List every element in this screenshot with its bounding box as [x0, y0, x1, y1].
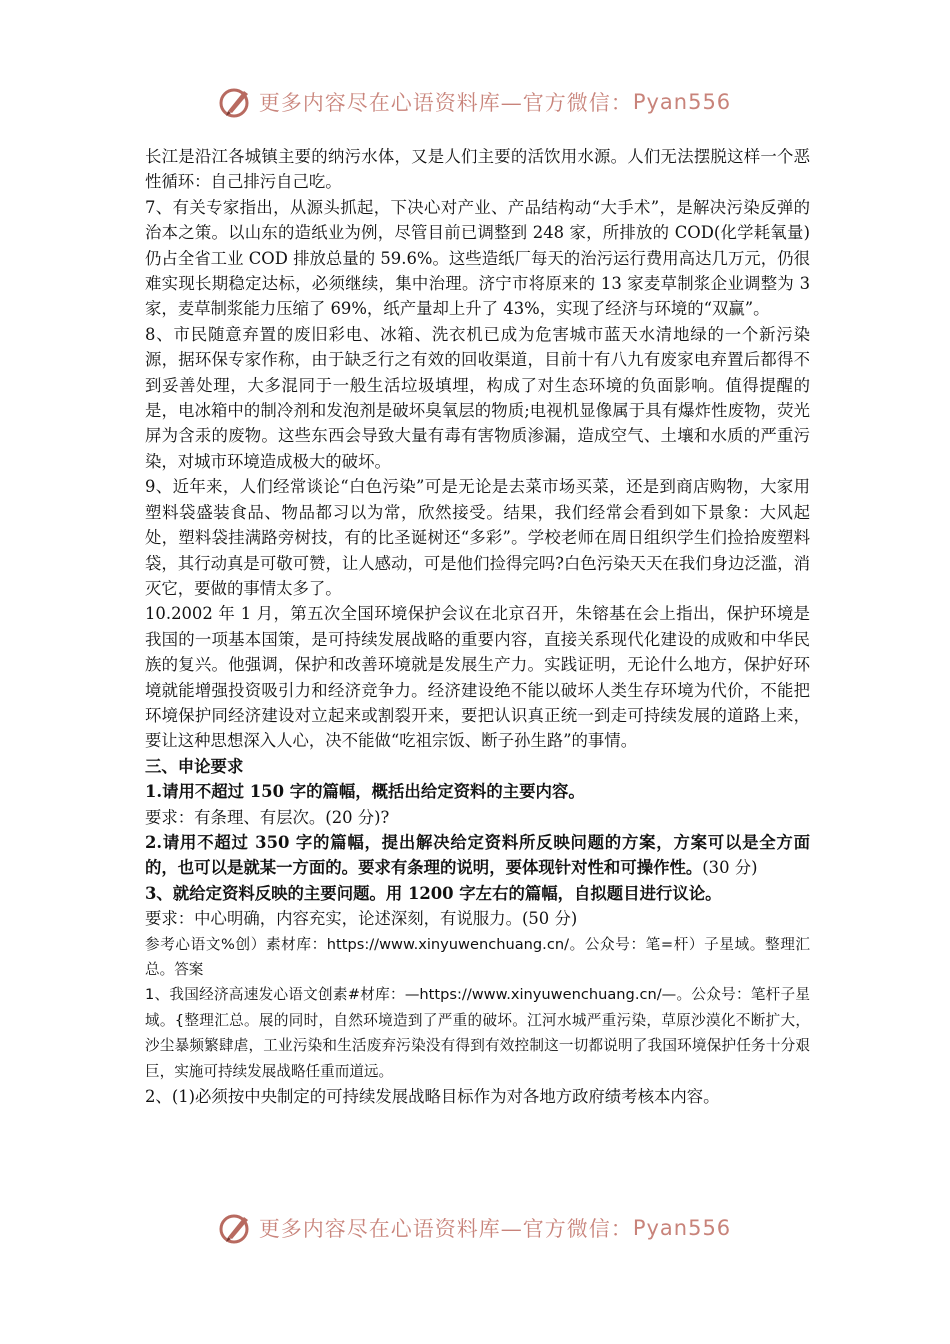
wechat-id: Pyan556	[632, 90, 732, 114]
question-3: 3、就给定资料反映的主要问题。用 1200 字左右的篇幅，自拟题目进行议论。	[145, 883, 722, 903]
watermark-banner-top	[0, 80, 950, 124]
watermark-text: 更多内容尽在心语资料库—官方微信：	[258, 91, 633, 115]
wechat-id-bottom: Pyan556	[632, 1216, 732, 1240]
question-2	[145, 830, 810, 881]
answer-intro: 参考心语文%创）素材库：https://www.xinyuwenchuang.cn/。公众号：笔=杆）子星域。整理汇总。答案	[145, 935, 810, 978]
paragraph-6-tail: 长江是沿江各城镇主要的纳污水体，又是人们主要的活饮用水源。人们无法摆脱这样一个恶性循环：自己排污自己吃。	[145, 147, 810, 192]
pen-logo-icon	[219, 1211, 253, 1245]
watermark-text-bottom: 更多内容尽在心语资料库—官方微信：	[258, 1217, 633, 1241]
paragraph-7: 7、有关专家指出，从源头抓起，下决心对产业、产品结构动“大手术”，是解决污染反弹的治本之策。以山东的造纸业为例，尽管目前已调整到 248 家，所排放的 COD(化学耗氧量)仍占全省工业 COD 排放总量的 59.6%。这些造纸厂每天的治污运行费用高达几万元，仍很难实现长期稳定达标，必须继续，集中治理。济宁市将原来的 13 家麦草制浆企业调整为 3 家，麦草制浆能力压缩了 69%，纸产量却上升了 43%，实现了经济与环境的“双赢”。	[145, 197, 810, 319]
watermark-banner-bottom	[0, 1206, 950, 1250]
question-2-text: 2.请用不超过 350 字的篇幅，提出解决给定资料所反映问题的方案，方案可以是全方面的，也可以是就某一方面的。要求有条理的说明，要体现针对性和可操作性。	[145, 832, 810, 878]
paragraph-9: 9、近年来，人们经常谈论“白色污染”可是无论是去菜市场买菜，还是到商店购物，大家用塑料袋盛装食品、物品都习以为常，欣然接受。结果，我们经常会看到如下景象：大风起处，塑料袋挂满路旁树技，有的比圣诞树还“多彩”。学校老师在周日组织学生们捡拾废塑料袋，其行动真是可敬可赞，让人感动，可是他们捡得完吗?白色污染天天在我们身边泛滥，消灭它，要做的事情太多了。	[145, 477, 810, 598]
question-3-requirement: 要求：中心明确，内容充实，论述深刻，有说服力。(50 分)	[145, 909, 578, 929]
document-body	[145, 144, 810, 1109]
answer-2: 2、(1)必须按中央制定的可持续发展战略目标作为对各地方政府绩考核本内容。	[145, 1087, 720, 1107]
answer-1: 1、我国经济高速发心语文创素#材库：—https://www.xinyuwenchuang.cn/—。公众号：笔杆子星域。{整理汇总。展的同时，自然环境造到了严重的破坏。江河水城严重污染，草原沙漠化不断扩大，沙尘暴频繁肆虐，工业污染和生活废弃污染没有得到有效控制这一切都说明了我国环境保护任务十分艰巨，实施可持续发展战略任重而道远。	[145, 986, 810, 1080]
paragraph-10: 10.2002 年 1 月，第五次全国环境保护会议在北京召开，朱镕基在会上指出，保护环境是我国的一项基本国策，是可持续发展战略的重要内容，直接关系现代化建设的成败和中华民族的复兴。他强调，保护和改善环境就是发展生产力。实践证明，无论什么地方，保护好环境就能增强投资吸引力和经济竞争力。经济建设绝不能以破坏人类生存环境为代价，不能把环境保护同经济建设对立起来或割裂开来，要把认识真正统一到走可持续发展的道路上来，要让这种思想深入人心，决不能做“吃祖宗饭、断子孙生路”的事情。	[145, 604, 810, 751]
question-2-score: (30 分)	[702, 858, 758, 878]
question-1-requirement: 要求：有条理、有层次。(20 分)?	[145, 807, 390, 827]
paragraph-8: 8、市民随意弃置的废旧彩电、冰箱、洗衣机已成为危害城市蓝天水清地绿的一个新污染源，据环保专家作称，由于缺乏行之有效的回收渠道，目前十有八九有废家电弃置后都得不到妥善处理，大多混同于一般生活垃圾填埋，构成了对生态环境的负面影响。值得提醒的是，电冰箱中的制冷剂和发泡剂是破坏臭氧层的物质;电视机显像属于具有爆炸性废物，荧光屏为含汞的废物。这些东西会导致大量有毒有害物质渗漏，造成空气、土壤和水质的严重污染，对城市环境造成极大的破坏。	[145, 324, 810, 471]
question-1: 1.请用不超过 150 字的篇幅，概括出给定资料的主要内容。	[145, 782, 585, 802]
section-heading: 三、申论要求	[145, 756, 244, 776]
pen-logo-icon	[219, 85, 253, 119]
